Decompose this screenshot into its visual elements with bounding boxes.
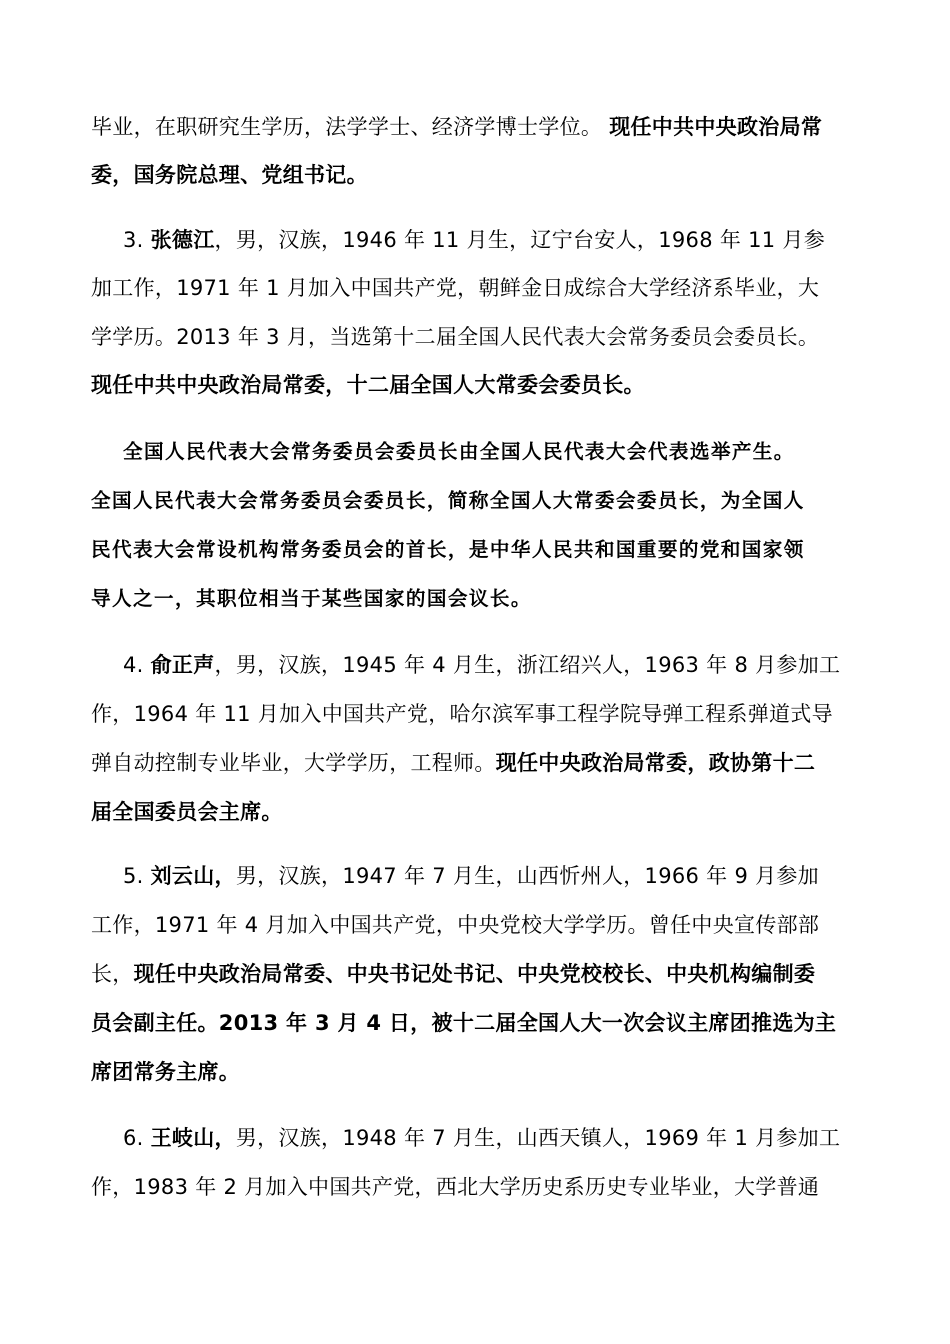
text-line: 工作，1971 年 4 月加入中国共产党，中央党校大学学历。曾任中央宣传部部 bbox=[91, 913, 820, 937]
list-item-5-first-line bbox=[123, 861, 819, 891]
note-line: 全国人民代表大会常务委员会委员长，简称全国人大常委会委员长，为全国人 bbox=[91, 489, 805, 512]
bold-text: 现任中央政治局常委，政协第十二 bbox=[495, 751, 816, 775]
plain-text: ，男，汉族，1946 年 11 月生，辽宁台安人，1968 年 11 月参 bbox=[214, 228, 826, 252]
text-line bbox=[91, 959, 815, 989]
item-number: 6. bbox=[123, 1126, 151, 1150]
item-number: 3. bbox=[123, 228, 151, 252]
text-line: 届全国委员会主席。 bbox=[91, 800, 283, 824]
note-line: 导人之一，其职位相当于某些国家的国会议长。 bbox=[91, 587, 532, 610]
person-name: 王岐山， bbox=[150, 1126, 236, 1150]
list-item-3-first-line bbox=[123, 225, 825, 255]
text-line: 现任中共中央政治局常委，十二届全国人大常委会委员长。 bbox=[91, 373, 645, 397]
plain-text: 男，汉族，1947 年 7 月生，山西忻州人，1966 年 9 月参加 bbox=[235, 864, 819, 888]
plain-text: 弹自动控制专业毕业，大学学历，工程师。 bbox=[91, 751, 496, 775]
list-item-6-first-line bbox=[123, 1123, 840, 1153]
text-line: 作，1964 年 11 月加入中国共产党，哈尔滨军事工程学院导弹工程系弹道式导 bbox=[91, 702, 833, 726]
text-line: 学学历。2013 年 3 月，当选第十二届全国人民代表大会常务委员会委员长。 bbox=[91, 325, 820, 349]
plain-text: 长， bbox=[91, 962, 134, 986]
text-line: 员会副主任。2013 年 3 月 4 日，被十二届全国人大一次会议主席团推选为主 bbox=[91, 1011, 837, 1035]
text-line: 作，1983 年 2 月加入中国共产党，西北大学历史系历史专业毕业，大学普通 bbox=[91, 1175, 820, 1199]
note-line: 民代表大会常设机构常务委员会的首长，是中华人民共和国重要的党和国家领 bbox=[91, 538, 805, 561]
item-number: 5. bbox=[123, 864, 151, 888]
plain-text: 毕业，在职研究生学历，法学学士、经济学博士学位。 bbox=[91, 115, 603, 139]
text-line: 加工作，1971 年 1 月加入中国共产党，朝鲜金日成综合大学经济系毕业，大 bbox=[91, 276, 820, 300]
person-name: 张德江 bbox=[150, 228, 215, 252]
bold-text: 现任中共中央政治局常 bbox=[609, 115, 823, 139]
text-line: 席团常务主席。 bbox=[91, 1060, 241, 1084]
plain-text: ，男，汉族，1945 年 4 月生，浙江绍兴人，1963 年 8 月参加工 bbox=[214, 653, 841, 677]
note-line: 全国人民代表大会常务委员会委员长由全国人民代表大会代表选举产生。 bbox=[123, 440, 795, 463]
person-name: 俞正声 bbox=[150, 653, 215, 677]
plain-text: 男，汉族，1948 年 7 月生，山西天镇人，1969 年 1 月参加工 bbox=[235, 1126, 841, 1150]
text-line: 委，国务院总理、党组书记。 bbox=[91, 163, 368, 187]
person-name: 刘云山， bbox=[150, 864, 236, 888]
bold-text: 现任中央政治局常委、中央书记处书记、中央党校校长、中央机构编制委 bbox=[133, 962, 816, 986]
list-item-4-first-line bbox=[123, 650, 840, 680]
text-line bbox=[91, 112, 822, 142]
item-number: 4. bbox=[123, 653, 151, 677]
text-line bbox=[91, 748, 815, 778]
